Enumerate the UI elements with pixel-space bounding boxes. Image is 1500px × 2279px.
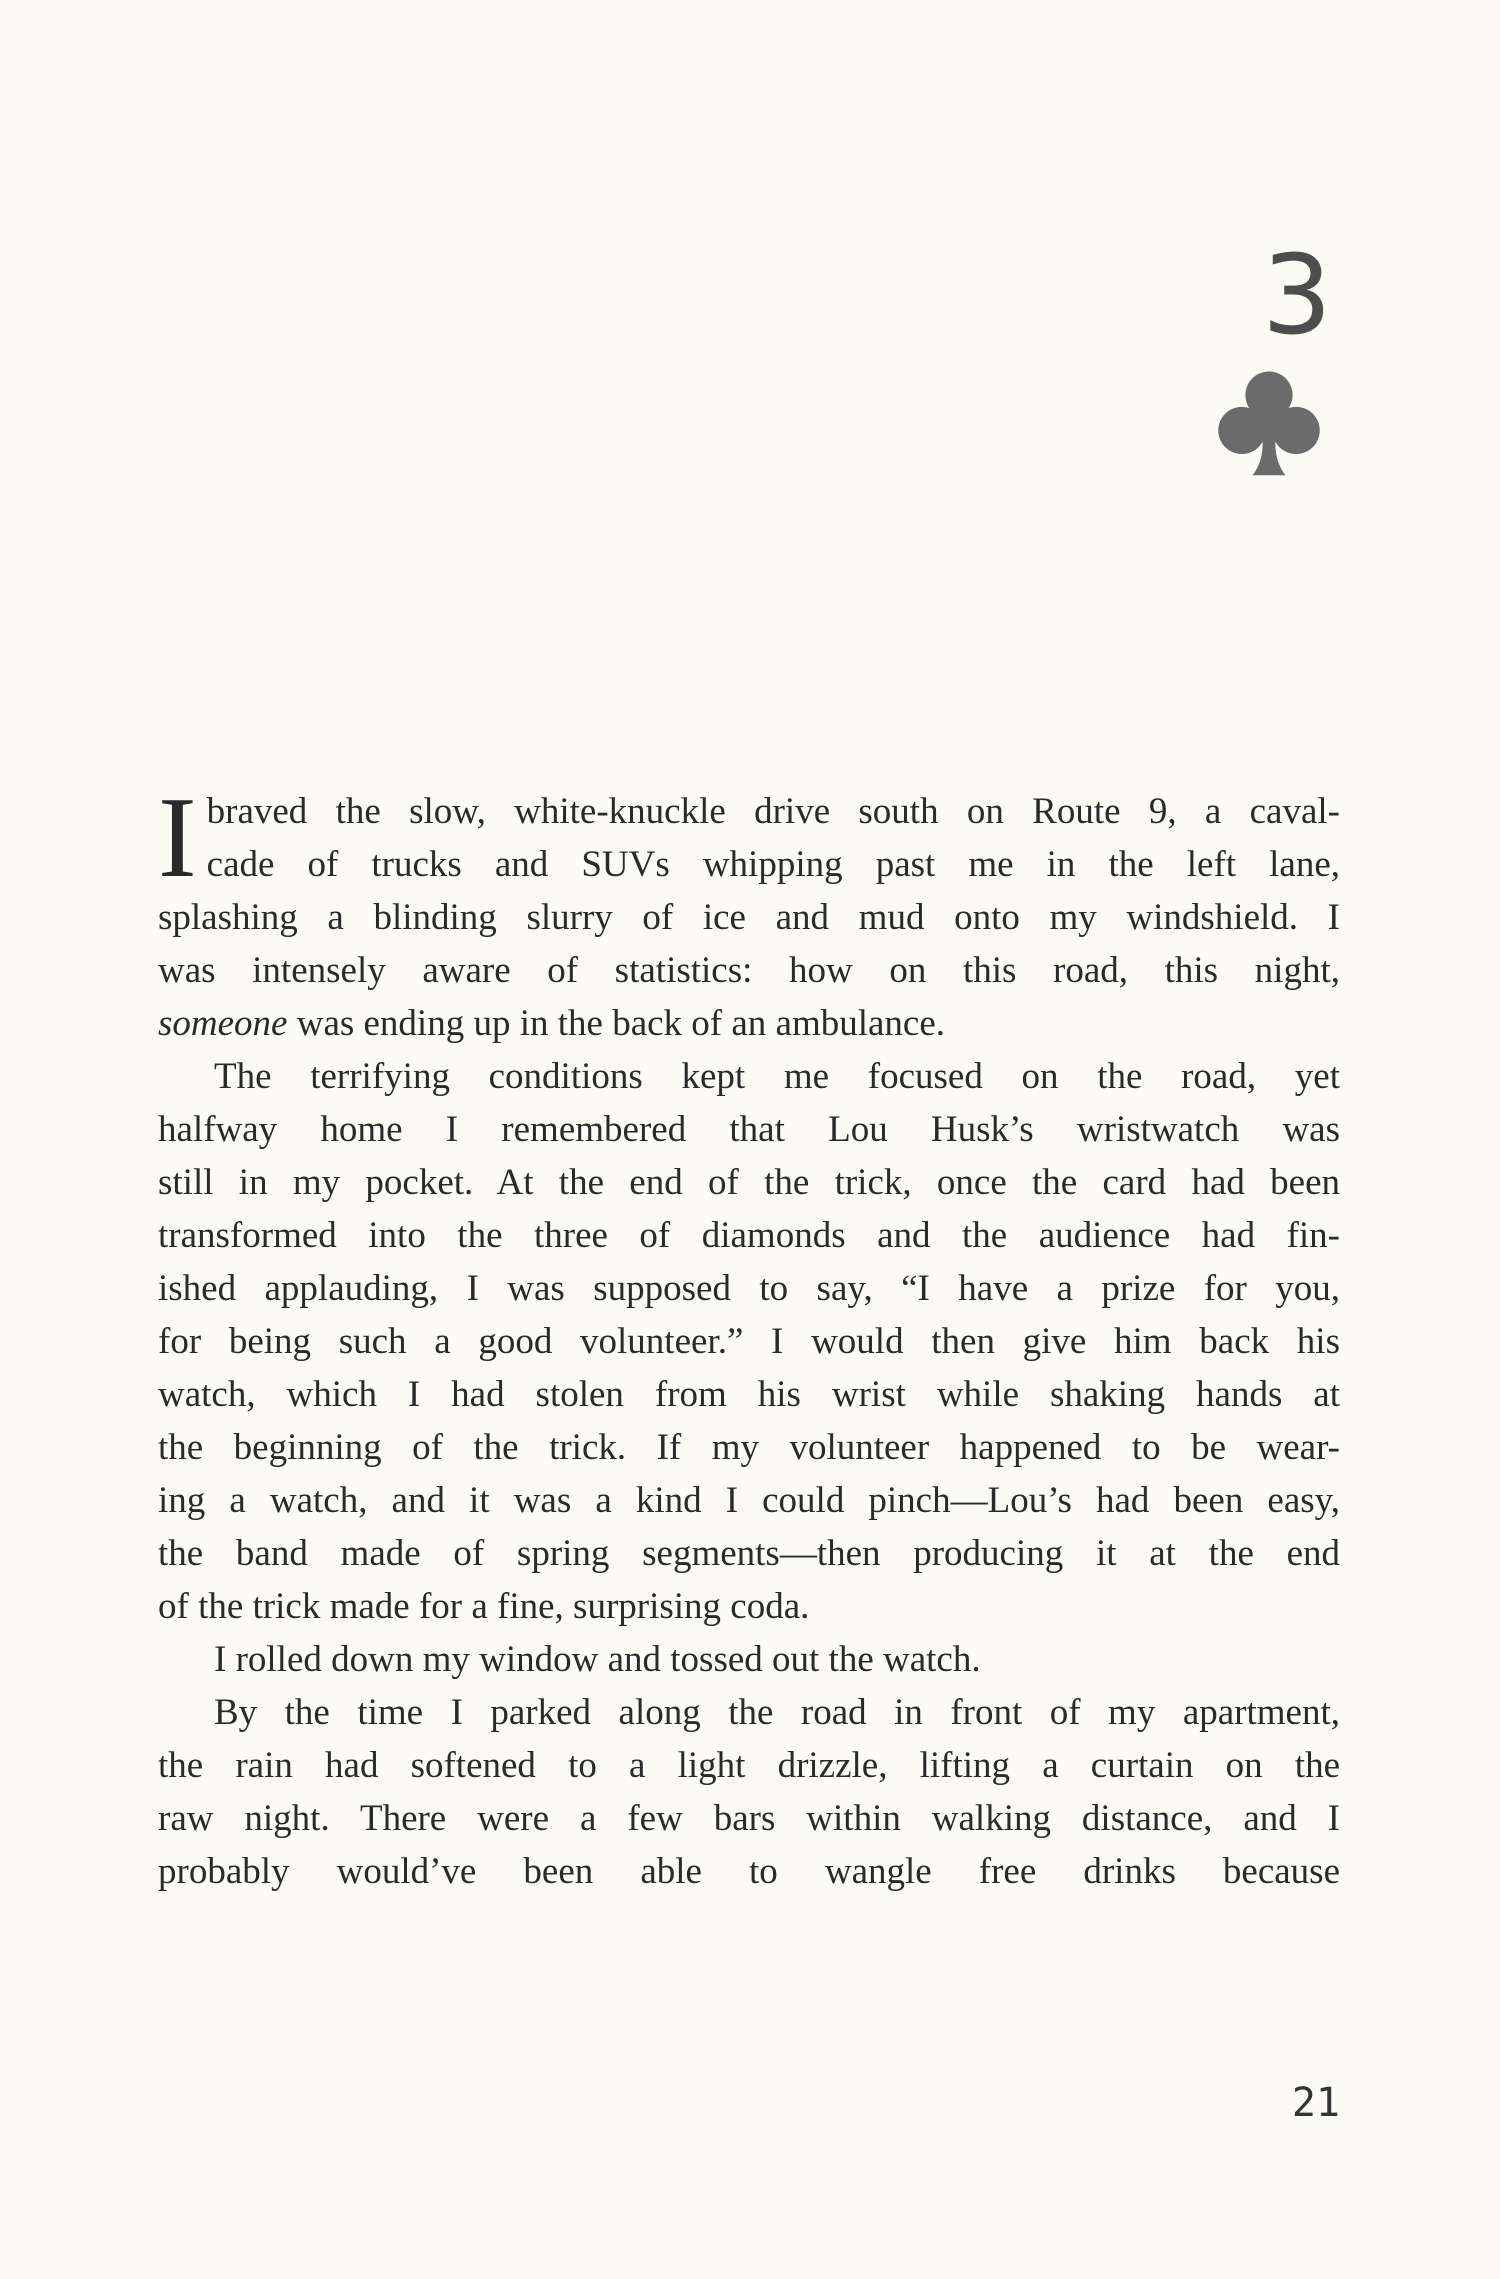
page-number: 21 — [1291, 2080, 1340, 2126]
text-line: of the trick made for a fine, surprising coda. — [158, 1586, 810, 1627]
text-line: probably would’ve been able to wangle free drinks because — [158, 1851, 1340, 1892]
paragraph-2 — [158, 1050, 1340, 1633]
paragraph-4 — [158, 1686, 1340, 1898]
text-line: braved the slow, white-knuckle drive south on Route 9, a caval- — [206, 791, 1340, 832]
text-line: still in my pocket. At the end of the trick, once the card had been — [158, 1162, 1340, 1203]
text-line: was intensely aware of statistics: how on this road, this night, — [158, 950, 1340, 991]
text-line: ished applauding, I was supposed to say, “I have a prize for you, — [158, 1268, 1340, 1309]
text-span: was ending up in the back of an ambulance. — [287, 1003, 946, 1044]
text-line: the beginning of the trick. If my volunteer happened to be wear- — [158, 1427, 1340, 1468]
text-line: cade of trucks and SUVs whipping past me in the left lane, — [206, 844, 1340, 885]
text-line: By the time I parked along the road in front of my apartment, — [214, 1692, 1340, 1733]
text-line: ing a watch, and it was a kind I could pinch—Lou’s had been easy, — [158, 1480, 1340, 1521]
text-line: The terrifying conditions kept me focused on the road, yet — [214, 1056, 1340, 1097]
text-line — [158, 997, 1340, 1050]
paragraph-1 — [158, 774, 1340, 1050]
italic-word: someone — [158, 1003, 288, 1044]
text-line: watch, which I had stolen from his wrist while shaking hands at — [158, 1374, 1340, 1415]
text-line: I rolled down my window and tossed out the watch. — [214, 1639, 981, 1680]
text-line: for being such a good volunteer.” I would then give him back his — [158, 1321, 1340, 1362]
body-text — [158, 774, 1340, 1898]
text-line: raw night. There were a few bars within walking distance, and I — [158, 1798, 1340, 1839]
club-icon — [1210, 362, 1328, 480]
chapter-number: 3 — [1262, 231, 1332, 359]
drop-cap: I — [158, 774, 197, 902]
text-line: the rain had softened to a light drizzle, lifting a curtain on the — [158, 1745, 1340, 1786]
paragraph-3 — [158, 1633, 1340, 1686]
text-line: halfway home I remembered that Lou Husk’s wristwatch was — [158, 1109, 1340, 1150]
text-line: transformed into the three of diamonds and the audience had fin- — [158, 1215, 1340, 1256]
text-line: the band made of spring segments—then producing it at the end — [158, 1533, 1340, 1574]
text-line: splashing a blinding slurry of ice and mud onto my windshield. I — [158, 897, 1340, 938]
